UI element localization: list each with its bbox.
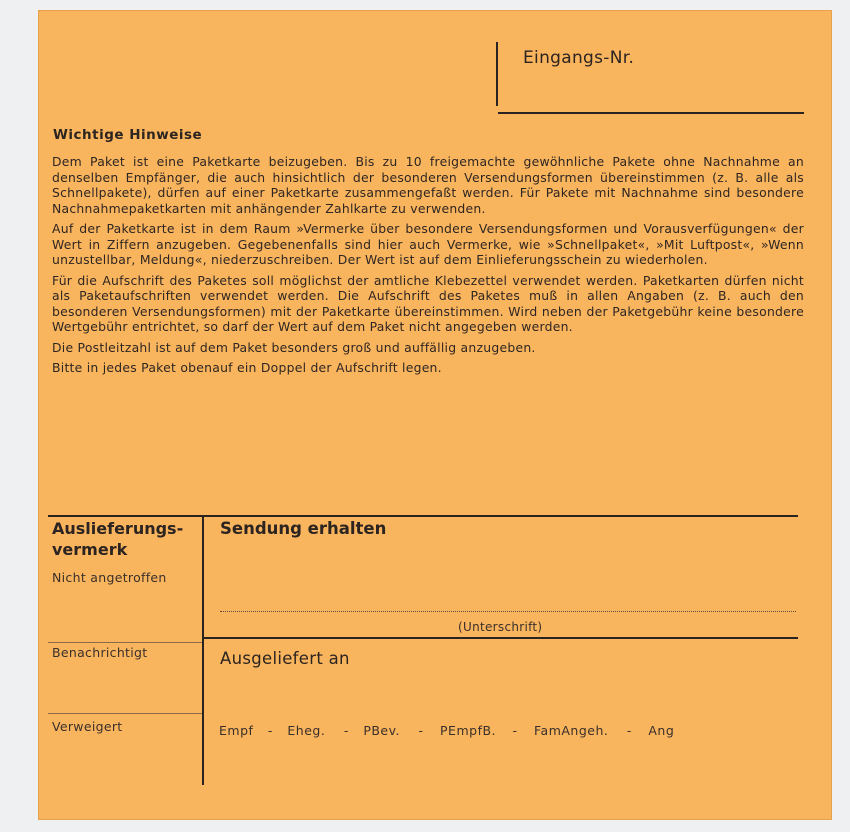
hinweis-paragraph: Die Postleitzahl ist auf dem Paket besonders groß und auffällig anzugeben. [52,339,536,355]
form-top-rule [48,515,798,517]
form-column-divider [202,515,204,785]
option-pbev[interactable]: PBev. [363,723,401,738]
option-separator: - [418,723,424,738]
sendung-bottom-rule [204,637,798,639]
unterschrift-label: (Unterschrift) [458,620,543,634]
option-ang[interactable]: Ang [648,723,675,738]
eingang-box-bottom-border [498,112,804,114]
option-separator: - [512,723,518,738]
empfaenger-options-row [219,723,674,738]
hinweise-title: Wichtige Hinweise [53,127,203,143]
hinweis-paragraph: Dem Paket ist eine Paketkarte beizugeben. Bis zu 10 freigemachte gewöhnliche Pakete ohne Nachnahme an denselben Empfänger, die auch hinsichtlich der besonderen Versendungsformen übereinstimmen (z. B. alle als Schnellpakete), dürfen auf einer Paketkarte zusammengefaßt werden. Für Pakete mit Nachnahme sind besondere Nachnahmepaketkarten mit anhängender Zahlkarte zu verwenden. [52,154,804,216]
paketkarte-card [38,10,832,820]
hinweis-paragraph: Auf der Paketkarte ist in dem Raum »Vermerke über besondere Versendungsformen und Vorausverfügungen« der Wert in Ziffern anzugeben. Gegebenenfalls sind hier auch Vermerke, wie »Schnellpaket«, »Mit Luftpost«, »Wenn unzustellbar, Meldung«, niederzuschreiben. Der Wert ist auf dem Einlieferungsschein zu wiederholen. [52,221,804,267]
eingang-box-left-border [496,42,498,106]
auslieferungsvermerk-title-2: vermerk [52,540,128,559]
auslieferungsvermerk-title-1: Auslieferungs- [52,519,184,538]
option-pempfb[interactable]: PEmpfB. [440,723,497,738]
option-famangeh[interactable]: FamAngeh. [534,723,609,738]
unterschrift-line[interactable] [220,611,796,612]
hinweis-paragraph: Bitte in jedes Paket obenauf ein Doppel der Aufschrift legen. [52,360,442,375]
option-separator: - [626,723,632,738]
eingangs-nr-label: Eingangs-Nr. [523,48,635,68]
sendung-erhalten-title: Sendung erhalten [220,519,387,538]
benachrichtigt-label: Benachrichtigt [52,645,148,660]
option-separator: - [267,723,273,738]
option-separator: - [343,723,349,738]
left-row-divider-1 [48,642,202,643]
left-row-divider-2 [48,713,202,714]
ausgeliefert-an-title: Ausgeliefert an [220,649,350,668]
hinweise-body [52,154,804,381]
verweigert-label: Verweigert [52,719,123,734]
option-empf[interactable]: Empf [219,723,254,738]
option-eheg[interactable]: Eheg. [287,723,326,738]
hinweis-paragraph: Für die Aufschrift des Paketes soll möglichst der amtliche Klebezettel verwendet werden. Paketkarten dürfen nicht als Paketaufschriften verwendet werden. Die Aufschrift des Paketes muß in allen Angaben (z. B. auch den besonderen Versendungsformen) mit der Paketkarte übereinstimmen. Wird neben der Paketgebühr keine besondere Wertgebühr entrichtet, so darf der Wert auf dem Paket nicht angegeben werden. [52,272,804,334]
nicht-angetroffen-label: Nicht angetroffen [52,570,167,585]
